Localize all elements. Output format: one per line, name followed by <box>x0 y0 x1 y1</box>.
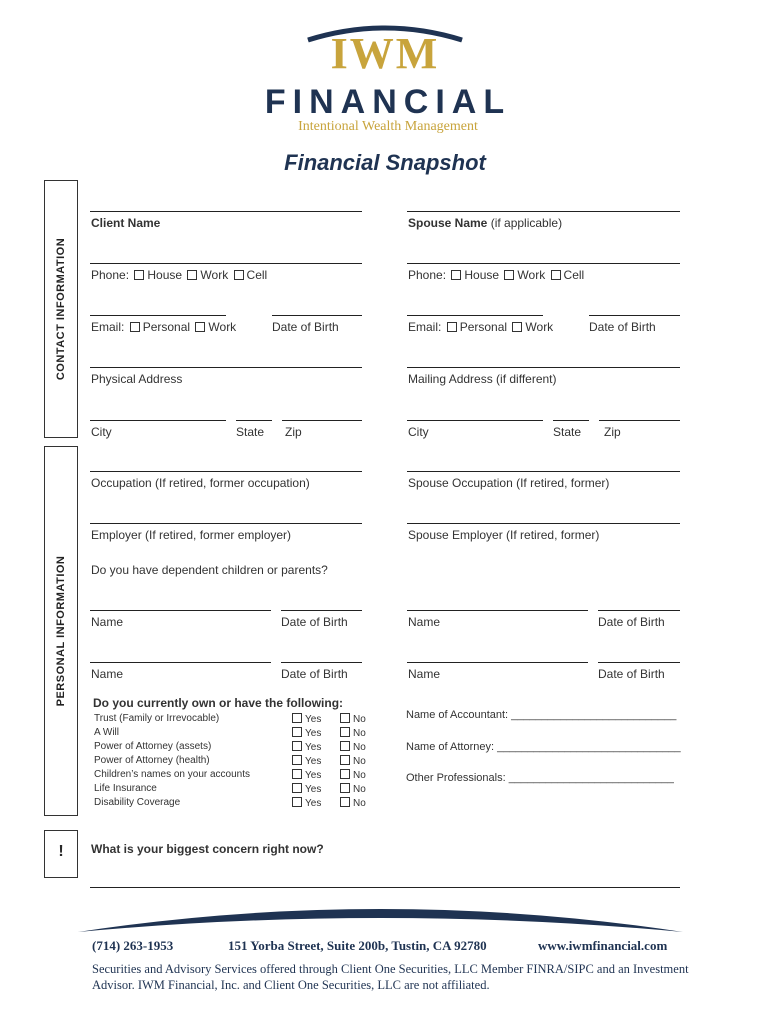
dependent-name-line-2[interactable] <box>407 610 588 611</box>
spouse-phone-cell-checkbox[interactable] <box>551 270 561 280</box>
spouse-name-line[interactable] <box>407 211 680 212</box>
spouse-employer-label: Spouse Employer (If retired, former) <box>408 528 600 542</box>
dependents-question: Do you have dependent children or parents? <box>91 563 328 577</box>
client-occupation-label: Occupation (If retired, former occupation) <box>91 476 310 490</box>
spouse-email-work-checkbox[interactable] <box>512 322 522 332</box>
own-yes-column <box>290 713 321 811</box>
dependent-name-label: Name <box>91 667 124 681</box>
no-option[interactable]: No <box>338 783 366 797</box>
spouse-name-label: Spouse Name (if applicable) <box>408 216 563 230</box>
spouse-address-label: Mailing Address (if different) <box>408 372 557 386</box>
own-items-list <box>94 713 250 811</box>
spouse-employer-line[interactable] <box>407 523 680 524</box>
client-state-label: State <box>236 425 265 439</box>
spouse-state-line[interactable] <box>553 420 589 421</box>
dependent-name-line-4[interactable] <box>407 662 588 663</box>
yes-option[interactable]: Yes <box>290 783 321 797</box>
own-item: Trust (Family or Irrevocable) <box>94 713 220 724</box>
client-address-label: Physical Address <box>91 372 183 386</box>
yes-option[interactable]: Yes <box>290 769 321 783</box>
dependent-dob-line-1[interactable] <box>281 610 362 611</box>
other-professionals-field[interactable]: Other Professionals: ___________________________ <box>406 772 674 784</box>
dependent-name-line-1[interactable] <box>90 610 271 611</box>
dependent-dob-line-4[interactable] <box>598 662 680 663</box>
no-option[interactable]: No <box>338 741 366 755</box>
client-occupation-line[interactable] <box>90 471 362 472</box>
svg-text:IWM: IWM <box>330 29 440 78</box>
dependent-dob-label: Date of Birth <box>598 615 665 629</box>
alert-section-label: ! <box>44 830 78 878</box>
spouse-zip-label: Zip <box>604 425 621 439</box>
own-no-column <box>338 713 366 811</box>
client-phone-line[interactable] <box>90 263 362 264</box>
client-dob-line[interactable] <box>272 315 362 316</box>
footer-website[interactable]: www.iwmfinancial.com <box>538 938 668 953</box>
own-item: A Will <box>94 727 119 738</box>
client-email-line[interactable] <box>90 315 226 316</box>
logo-financial-text: FINANCIAL <box>264 83 512 121</box>
no-option[interactable]: No <box>338 769 366 783</box>
yes-option[interactable]: Yes <box>290 727 321 741</box>
no-option[interactable]: No <box>338 727 366 741</box>
client-employer-label: Employer (If retired, former employer) <box>91 528 292 542</box>
spouse-email-label: Email: Personal Work <box>408 320 554 334</box>
spouse-occupation-line[interactable] <box>407 471 680 472</box>
spouse-email-line[interactable] <box>407 315 543 316</box>
spouse-city-label: City <box>408 425 429 439</box>
client-employer-line[interactable] <box>90 523 362 524</box>
own-item: Power of Attorney (assets) <box>94 741 212 752</box>
concern-answer-line[interactable] <box>90 887 680 888</box>
dependent-dob-line-3[interactable] <box>281 662 362 663</box>
footer-swoosh <box>78 898 683 934</box>
client-email-work-checkbox[interactable] <box>195 322 205 332</box>
yes-option[interactable]: Yes <box>290 755 321 769</box>
logo-tagline: Intentional Wealth Management <box>298 119 478 134</box>
dependent-dob-label: Date of Birth <box>598 667 665 681</box>
no-option[interactable]: No <box>338 797 366 811</box>
own-item: Life Insurance <box>94 783 157 794</box>
accountant-field[interactable]: Name of Accountant: ___________________________ <box>406 709 677 721</box>
footer-disclaimer: Securities and Advisory Services offered through Client One Securities, LLC Member FINRA/SIPC and an Investment Advisor. IWM Financial, Inc. and Client One Securities, LLC are not affiliated. <box>92 962 689 992</box>
dependent-dob-line-2[interactable] <box>598 610 680 611</box>
own-question: Do you currently own or have the following: <box>93 696 344 710</box>
contact-information-section-label: CONTACT INFORMATION <box>44 180 78 438</box>
own-item: Power of Attorney (health) <box>94 755 210 766</box>
spouse-phone-line[interactable] <box>407 263 680 264</box>
dependent-dob-label: Date of Birth <box>281 667 348 681</box>
client-phone-cell-checkbox[interactable] <box>234 270 244 280</box>
client-name-line[interactable] <box>90 211 362 212</box>
spouse-dob-label: Date of Birth <box>589 320 656 334</box>
footer-address: 151 Yorba Street, Suite 200b, Tustin, CA 92780 <box>228 938 487 953</box>
own-item: Disability Coverage <box>94 797 181 808</box>
client-name-label: Client Name <box>91 216 161 230</box>
client-email-label: Email: Personal Work <box>91 320 237 334</box>
client-city-label: City <box>91 425 112 439</box>
yes-option[interactable]: Yes <box>290 713 321 727</box>
dependent-name-line-3[interactable] <box>90 662 271 663</box>
spouse-phone-label: Phone: House Work Cell <box>408 268 585 282</box>
dependent-name-label: Name <box>408 667 441 681</box>
page-title: Financial Snapshot <box>284 150 486 175</box>
spouse-zip-line[interactable] <box>599 420 680 421</box>
spouse-phone-work-checkbox[interactable] <box>504 270 514 280</box>
no-option[interactable]: No <box>338 755 366 769</box>
client-phone-house-checkbox[interactable] <box>134 270 144 280</box>
own-item: Children’s names on your accounts <box>94 769 251 780</box>
spouse-phone-house-checkbox[interactable] <box>451 270 461 280</box>
client-email-personal-checkbox[interactable] <box>130 322 140 332</box>
dependent-name-label: Name <box>91 615 124 629</box>
concern-question: What is your biggest concern right now? <box>91 842 324 856</box>
personal-information-section-label: PERSONAL INFORMATION <box>44 446 78 816</box>
client-state-line[interactable] <box>236 420 272 421</box>
no-option[interactable]: No <box>338 713 366 727</box>
spouse-city-line[interactable] <box>407 420 543 421</box>
iwm-logo-mark <box>300 18 470 78</box>
client-phone-work-checkbox[interactable] <box>187 270 197 280</box>
client-zip-line[interactable] <box>282 420 362 421</box>
client-city-line[interactable] <box>90 420 226 421</box>
spouse-state-label: State <box>553 425 582 439</box>
spouse-email-personal-checkbox[interactable] <box>447 322 457 332</box>
client-phone-label: Phone: House Work Cell <box>91 268 268 282</box>
dependent-dob-label: Date of Birth <box>281 615 348 629</box>
spouse-occupation-label: Spouse Occupation (If retired, former) <box>408 476 610 490</box>
spouse-dob-line[interactable] <box>589 315 680 316</box>
client-zip-label: Zip <box>285 425 302 439</box>
footer-phone: (714) 263-1953 <box>92 938 174 953</box>
client-dob-label: Date of Birth <box>272 320 339 334</box>
yes-option[interactable]: Yes <box>290 741 321 755</box>
spouse-address-line[interactable] <box>407 367 680 368</box>
attorney-field[interactable]: Name of Attorney: ______________________________ <box>406 741 681 753</box>
yes-option[interactable]: Yes <box>290 797 321 811</box>
client-address-line[interactable] <box>90 367 362 368</box>
dependent-name-label: Name <box>408 615 441 629</box>
